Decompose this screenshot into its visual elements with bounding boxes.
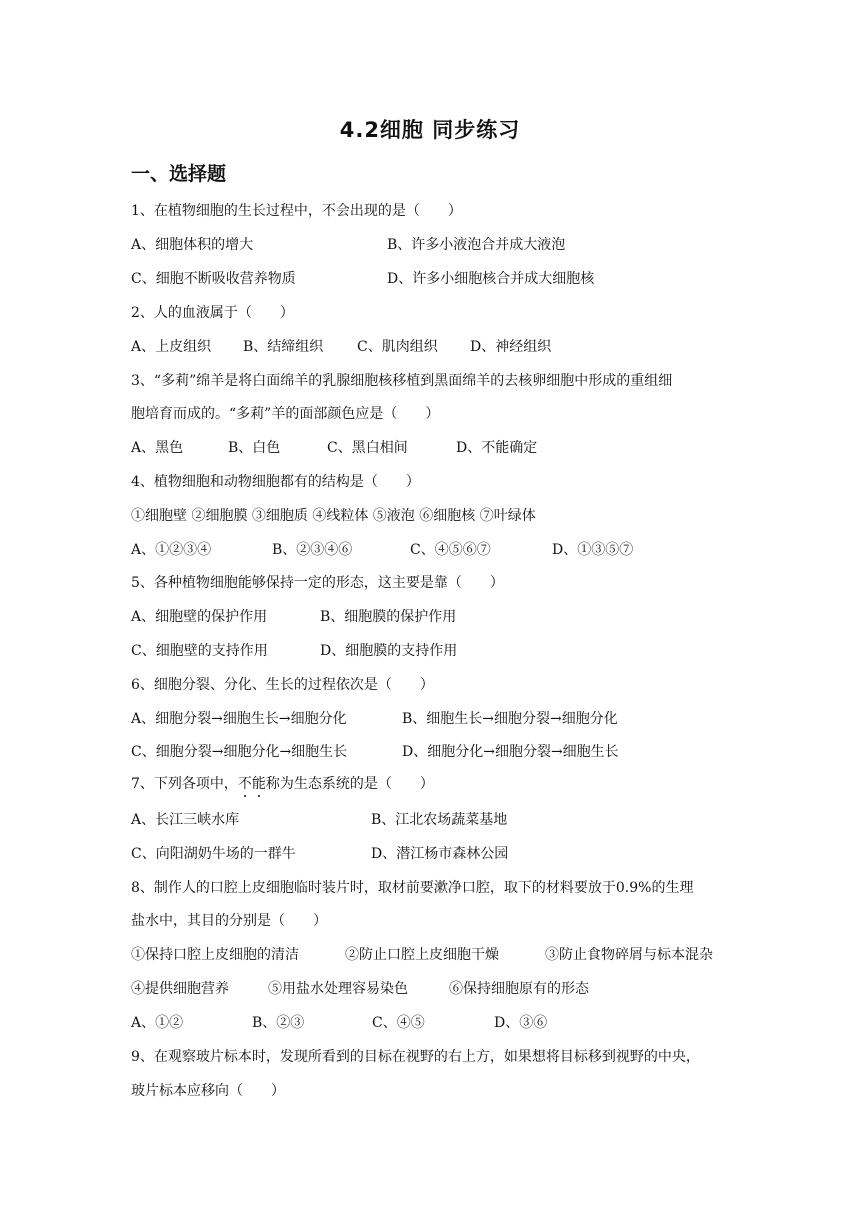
question-1-option-d: D、许多小细胞核合并成大细胞核 (387, 271, 595, 287)
question-5-option-d: D、细胞膜的支持作用 (320, 643, 458, 659)
question-8-item-3: ③防止食物碎屑与标本混杂 (545, 947, 713, 963)
question-1-option-b: B、许多小液泡合并成大液泡 (387, 237, 566, 253)
question-5-option-b: B、细胞膜的保护作用 (320, 609, 457, 625)
emphasis-dot-char: 能 (251, 776, 266, 792)
question-4-option-d: D、①③⑤⑦ (552, 542, 634, 558)
page-title: 4.2细胞 同步练习 (339, 118, 521, 142)
question-8-option-b: B、②③ (252, 1015, 305, 1031)
emphasis-dot-char: 不 (237, 776, 252, 792)
question-9-stem-line-2: 玻片标本应移向（ ） (131, 1083, 285, 1099)
question-1-option-c: C、细胞不断吸收营养物质 (131, 271, 296, 287)
question-3-option-c: C、黑白相间 (327, 440, 408, 456)
question-3-option-a: A、黑色 (131, 440, 184, 456)
question-3-option-b: B、白色 (228, 440, 281, 456)
question-8-item-5: ⑤用盐水处理容易染色 (268, 981, 408, 997)
question-4-stem: 4、植物细胞和动物细胞都有的结构是（ ） (131, 474, 420, 490)
question-4-option-a: A、①②③④ (131, 542, 212, 558)
question-6-option-a: A、细胞分裂→细胞生长→细胞分化 (131, 711, 347, 727)
question-8-item-1: ①保持口腔上皮细胞的清洁 (131, 947, 299, 963)
question-7-option-a: A、长江三峡水库 (131, 812, 240, 828)
question-6-option-d: D、细胞分化→细胞分裂→细胞生长 (402, 744, 619, 760)
question-7-stem-suffix: 称为生态系统的是（ ） (265, 776, 434, 792)
question-8-item-4: ④提供细胞营养 (131, 981, 229, 997)
question-2-stem: 2、人的血液属于（ ） (131, 305, 294, 321)
question-1-option-a: A、细胞体积的增大 (131, 237, 254, 253)
section-heading: 一、选择题 (131, 163, 227, 185)
question-5-stem: 5、各种植物细胞能够保持一定的形态，这主要是靠（ ） (131, 575, 504, 591)
question-2-option-d: D、神经组织 (470, 339, 552, 355)
question-1-stem: 1、在植物细胞的生长过程中，不会出现的是（ ） (131, 203, 462, 219)
question-6-option-c: C、细胞分裂→细胞分化→细胞生长 (131, 744, 348, 760)
question-7-option-b: B、江北农场蔬菜基地 (371, 812, 508, 828)
question-2-option-b: B、结缔组织 (243, 339, 324, 355)
question-5-option-a: A、细胞壁的保护作用 (131, 609, 268, 625)
question-7-option-d: D、潜江杨市森林公园 (371, 846, 509, 862)
question-6-option-b: B、细胞生长→细胞分裂→细胞分化 (402, 711, 618, 727)
question-3-option-d: D、不能确定 (456, 440, 538, 456)
question-8-item-6: ⑥保持细胞原有的形态 (449, 981, 589, 997)
question-9-stem-line-1: 9、在观察玻片标本时，发现所看到的目标在视野的右上方，如果想将目标移到视野的中央， (131, 1049, 700, 1065)
question-8-option-c: C、④⑤ (372, 1015, 425, 1031)
question-7-stem (131, 774, 434, 794)
question-8-stem-line-1: 8、制作人的口腔上皮细胞临时装片时，取材前要漱净口腔，取下的材料要放于0.9%的生理 (131, 880, 694, 896)
question-5-option-c: C、细胞壁的支持作用 (131, 643, 268, 659)
question-7-option-c: C、向阳湖奶牛场的一群牛 (131, 846, 296, 862)
question-3-stem-line-1: 3、“多莉”绵羊是将白面绵羊的乳腺细胞核移植到黑面绵羊的去核卵细胞中形成的重组细 (131, 373, 673, 389)
question-8-item-2: ②防止口腔上皮细胞干燥 (345, 947, 499, 963)
question-2-option-c: C、肌肉组织 (357, 339, 438, 355)
question-8-stem-line-2: 盐水中，其目的分别是（ ） (131, 913, 327, 929)
question-2-option-a: A、上皮组织 (131, 339, 212, 355)
question-7-stem-prefix: 7、下列各项中， (131, 776, 238, 792)
question-6-stem: 6、细胞分裂、分化、生长的过程依次是（ ） (131, 677, 434, 693)
question-3-stem-line-2: 胞培育而成的。“多莉”羊的面部颜色应是（ ） (131, 406, 440, 422)
question-4-option-c: C、④⑤⑥⑦ (410, 542, 491, 558)
question-4-items: ①细胞壁 ②细胞膜 ③细胞质 ④线粒体 ⑤液泡 ⑥细胞核 ⑦叶绿体 (131, 508, 536, 524)
question-8-option-d: D、③⑥ (494, 1015, 548, 1031)
question-8-option-a: A、①② (131, 1015, 184, 1031)
question-4-option-b: B、②③④⑥ (272, 542, 353, 558)
